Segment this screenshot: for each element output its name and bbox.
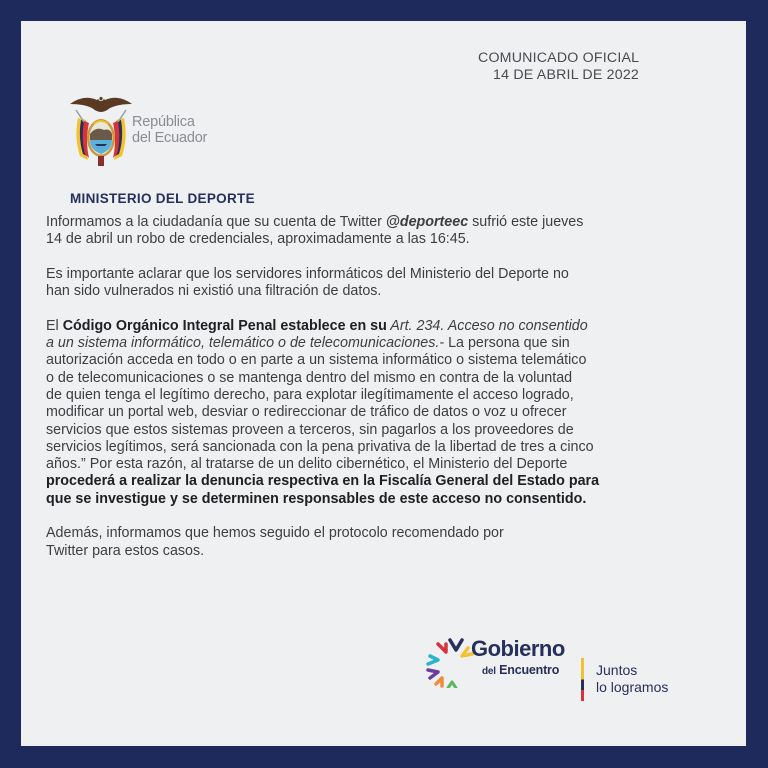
text: El [46, 317, 63, 334]
ministry-name: MINISTERIO DEL DEPORTE [70, 191, 255, 206]
p3-line3: autorización acceda en todo o en parte a un sistema informático o sistema telemático [46, 352, 587, 369]
p3-line10: procederá a realizar la denuncia respectiva en la Fiscalía General del Estado para [46, 473, 600, 490]
paragraph-1 [46, 214, 706, 249]
communique-title: COMUNICADO OFICIAL [478, 50, 640, 66]
slogan-line1: Juntos [596, 662, 638, 678]
communique-date: 14 DE ABRIL DE 2022 [493, 67, 640, 83]
p3-line8: servicios legítimos, será sancionada con la pena privativa de la libertad de tres a cinco [46, 438, 594, 455]
p3-line5: de quien tenga el legítimo derecho, para explotar ilegítimamente el acceso logrado, [46, 386, 574, 403]
wordmark-line1: República [132, 114, 195, 130]
ecuador-coat-of-arms-icon [70, 88, 132, 170]
text: La persona que sin [444, 335, 570, 352]
p2-line1: Es importante aclarar que los servidores informáticos del Ministerio del Deporte no [46, 265, 569, 282]
communique-header [478, 50, 668, 84]
communique-body [46, 214, 706, 577]
paragraph-3 [46, 318, 706, 508]
text: del [482, 666, 496, 677]
p3-line9: años.” Por esta razón, al tratarse de un delito cibernético, el Ministerio del Deporte [46, 456, 568, 473]
p4-line2: Twitter para estos casos. [46, 542, 205, 559]
p1-line1 [46, 214, 706, 231]
italic-text: a un sistema informático, telemático o de telecomunicaciones.- [46, 335, 445, 352]
p3-line2 [46, 335, 706, 352]
p3-line6: modificar un portal web, desviar o redireccionar de tráfico de datos o voz u ofrecer [46, 404, 567, 421]
bold-text: Código Orgánico Integral Penal establece en su [62, 317, 387, 334]
text: Informamos a la ciudadanía que su cuenta de Twitter [46, 214, 386, 230]
twitter-handle: @deporteec [385, 214, 469, 230]
gobierno-encuentro-sunburst-icon [424, 618, 474, 688]
del-encuentro-wordmark [482, 663, 559, 679]
text: Encuentro [495, 663, 560, 677]
gobierno-del-encuentro-logo [424, 618, 684, 695]
p3-line7: servicios que estos sistemas proveen a terceros, sin pagarlos a los proveedores de [46, 421, 574, 438]
gobierno-wordmark: Gobierno [471, 636, 565, 661]
paragraph-4 [46, 525, 706, 560]
text: sufrió este jueves [468, 214, 584, 230]
flag-divider [581, 658, 584, 701]
slogan-line2: lo logramos [596, 679, 669, 695]
p4-line1: Además, informamos que hemos seguido el protocolo recomendado por [46, 525, 504, 542]
p3-line11: que se investigue y se determinen responsables de este acceso no consentido. [46, 490, 587, 507]
wordmark-line2: del Ecuador [132, 130, 208, 146]
paragraph-2 [46, 266, 706, 301]
p3-line1 [46, 318, 706, 335]
republica-del-ecuador-wordmark [132, 114, 207, 146]
p3-line4: o de telecomunicaciones o se mantenga dentro del mismo en contra de la voluntad [46, 369, 573, 386]
slogan [596, 662, 668, 696]
italic-text: Art. 234. Acceso no consentido [386, 317, 588, 334]
p2-line2: han sido vulnerados ni existió una filtración de datos. [46, 283, 382, 300]
p1-line2: 14 de abril un robo de credenciales, aproximadamente a las 16:45. [46, 231, 470, 248]
